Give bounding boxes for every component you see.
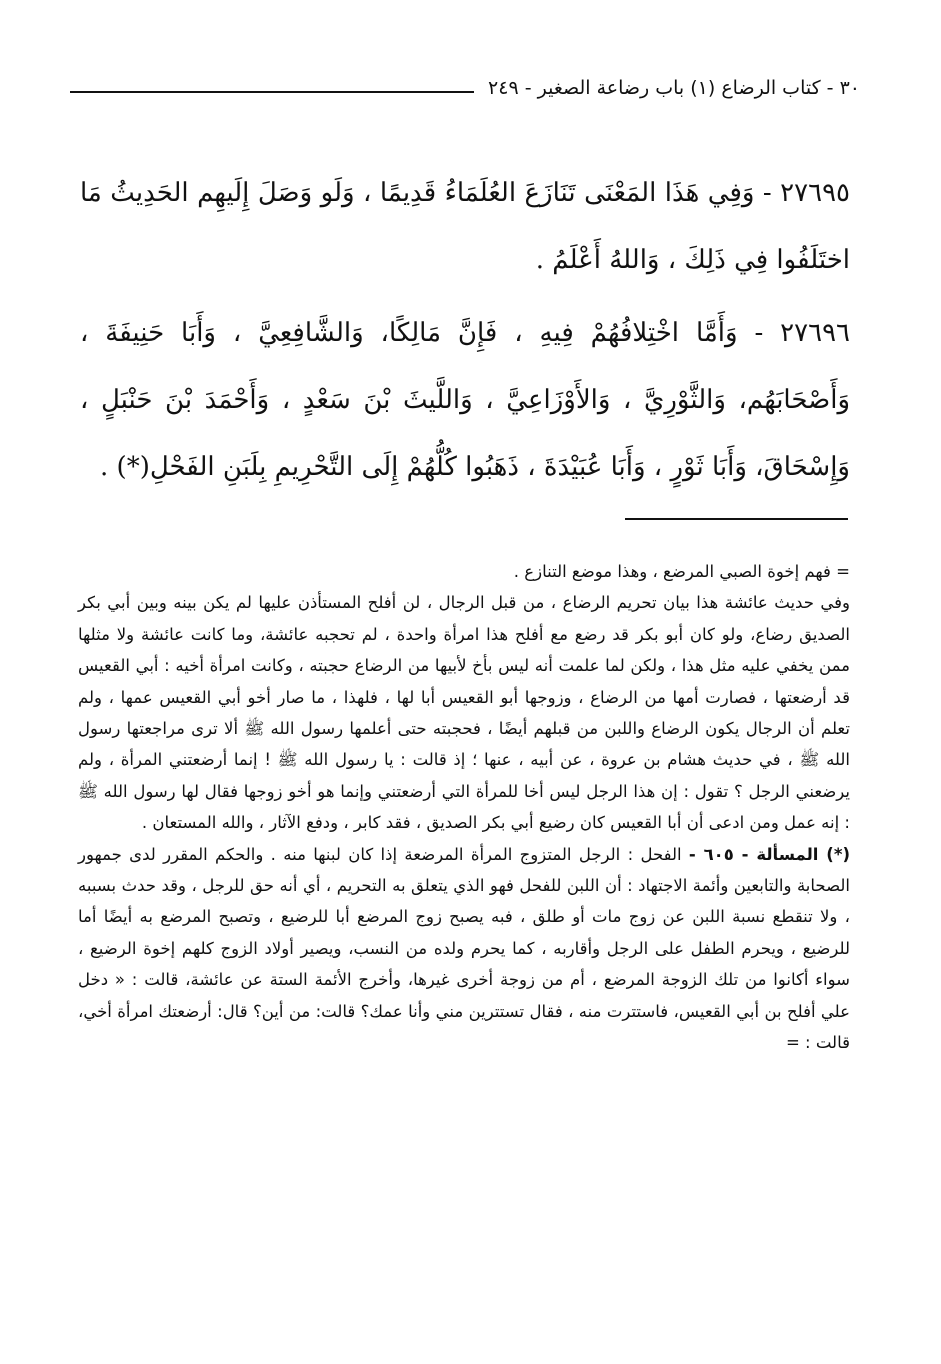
footnote-separator [625, 518, 848, 520]
paragraph-27695: ٢٧٦٩٥ - وَفِي هَذَا المَعْنَى تَنَازَعَ العُلَمَاءُ قَدِيمًا ، وَلَو وَصَلَ إِلَيهِم الحَدِيثُ مَا اختَلَفُوا فِي ذَلِكَ ، وَاللهُ أَعْلَمُ . [80, 178, 850, 275]
note-aisha-hadith: وفي حديث عائشة هذا بيان تحريم الرضاع ، من قبل الرجال ، لن أفلح المستأذن عليها لم يكن بينه وبين أبي بكر الصديق رضاع، ولو كان أبو بكر قد رضع مع أفلح هذا امرأة واحدة ، لم تحجبه عائشة، وما كانت عائشة ولا مثلها ممن يخفي عليه مثل هذا ، ولكن لما علمت أنه ليس بأخ لأبيها من الرضاع حجبته ، وكانت امرأة أخيه : أبي القعيس قد أرضعتها ، فصارت أمها من الرضاع ، وزوجها أبو القعيس أبا لها ، فلهذا ، ما صار أخو أبي القعيس عمها ، ولم تعلم أن الرجال يكون الرضاع واللبن من قبلهم أيضًا ، فحجبته حتى أعلمها رسول الله ﷺ ألا ترى مراجعتها رسول الله ﷺ ، في حديث هشام بن عروة ، عن أبيه ، عنها ؛ إذ قالت : يا رسول الله ﷺ ! إنما أرضعتني المرأة ، ولم يرضعني الرجل ؟ تقول : إن هذا الرجل ليس أخا للمرأة التي أرضعتني وإنما هو أخو زوجها فقال لها رسول الله ﷺ : إنه عمل ومن ادعى أن أبا القعيس كان رضيع أبي بكر الصديق ، فقد كابر ، ودفع الآثار ، والله المستعان . [78, 593, 850, 833]
header-rule [70, 91, 474, 93]
main-text [80, 160, 850, 507]
header-title: ٣٠ - كتاب الرضاع (١) باب رضاعة الصغير - ٢٤٩ [488, 77, 860, 99]
note-continuation: = فهم إخوة الصبي المرضع ، وهذا موضع التنازع . [513, 562, 850, 581]
paragraph-27696: ٢٧٦٩٦ - وَأَمَّا اخْتِلافُهُمْ فِيهِ ، فَإِنَّ مَالِكًا، وَالشَّافِعِيَّ ، وَأَبَا حَنِيفَةَ ، وَأَصْحَابَهُم، وَالثَّوْرِيَّ ، وَالأَوْزَاعِيَّ ، وَاللَّيثَ بْنَ سَعْدٍ ، وَأَحْمَدَ بْنَ حَنْبَلٍ ، وَإِسْحَاقَ، وَأَبَا ثَوْرٍ ، وَأَبَا عُبَيْدَةَ ، ذَهَبُوا كُلُّهُمْ إِلَى التَّحْرِيمِ بِلَبَنِ الفَحْلِ(*) . [80, 318, 850, 482]
footnotes [78, 556, 850, 1059]
footnote-605-lead: (*) المسألة - ٦٠٥ - [688, 844, 850, 864]
running-header [70, 70, 860, 106]
footnote-605-body: الفحل : الرجل المتزوج المرأة المرضعة إذا كان لبنها منه . والحكم المقرر لدى جمهور الصحابة والتابعين وأئمة الاجتهاد : أن اللبن للفحل فهو الذي يتعلق به التحريم ، أي أنه حق للرجل ، وقد حدث بسببه ، ولا تنقطع نسبة اللبن عن زوج مات أو طلق ، فبه يصبح زوج المرضع أبا للرضيع ، وتصبح المرضع به أيضًا أما للرضيع ، ويحرم الطفل على الرجل وأقاربه ، كما يحرم ولده من النسب، ويصير أولاد الزوج كلهم إخوة الرضيع ، سواء أكانوا من تلك الزوجة المرضع ، أم من زوجة أخرى غيرها، وأخرج الأئمة الستة عن عائشة، قالت : « دخل علي أفلح بن أبي القعيس، فاستترت منه ، فقال تستترين مني وأنا عمك؟ قالت: من أين؟ قال: أرضعتك امرأة أخي، قالت : = [78, 844, 850, 1053]
footnote-605 [78, 839, 850, 1059]
